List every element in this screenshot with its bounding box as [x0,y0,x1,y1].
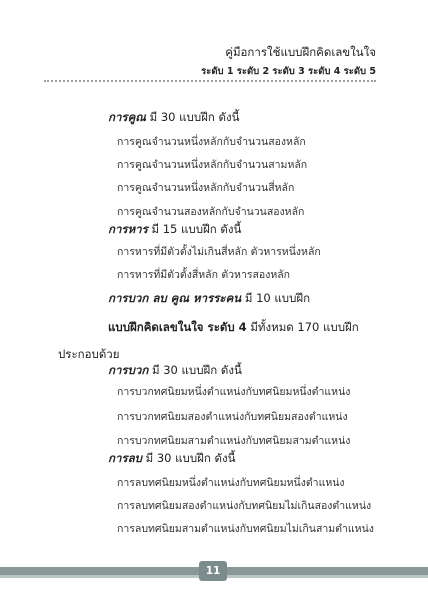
level4-total: มีทั้งหมด 170 แบบฝึก [250,320,359,334]
list-item: การบวกทศนิยมสามตำแหน่งกับทศนิยมสามตำแหน่ง [117,435,351,447]
running-header-levels: ระดับ 1 ระดับ 2 ระดับ 3 ระดับ 4 ระดับ 5 [201,66,376,77]
add-heading: การบวก [108,363,149,377]
multiply-desc: มี 30 แบบฝึก ดังนี้ [149,110,240,124]
add-section-heading [108,362,242,380]
list-item: การหารที่มีตัวตั้งสี่หลัก ตัวหารสองหลัก [117,269,291,281]
list-item: การคูณจำนวนหนึ่งหลักกับจำนวนสามหลัก [117,159,308,171]
mixed-desc: มี 10 แบบฝึก [244,291,311,305]
divide-desc: มี 15 แบบฝึก ดังนี้ [151,222,242,236]
level4-consists: ประกอบด้วย [58,347,120,361]
list-item: การคูณจำนวนสองหลักกับจำนวนสองหลัก [117,206,305,218]
list-item: การบวกทศนิยมสองตำแหน่งกับทศนิยมสองตำแหน่ง [117,411,348,423]
divide-section-heading [108,221,241,239]
list-item: การหารที่มีตัวตั้งไม่เกินสี่หลัก ตัวหารหนึ่งหลัก [117,246,321,258]
list-item: การลบทศนิยมสามตำแหน่งกับทศนิยมไม่เกินสามตำแหน่ง [117,523,374,535]
list-item: การลบทศนิยมสองตำแหน่งกับทศนิยมไม่เกินสองตำแหน่ง [117,500,372,512]
multiply-heading: การคูณ [108,110,146,124]
subtract-desc: มี 30 แบบฝึก ดังนี้ [145,451,236,465]
list-item: การบวกทศนิยมหนึ่งตำแหน่งกับทศนิยมหนึ่งตำแหน่ง [117,386,351,398]
multiply-section-heading [108,109,239,127]
running-header-title: คู่มือการใช้แบบฝึกคิดเลขในใจ [225,45,376,59]
header-divider [44,80,376,82]
divide-heading: การหาร [108,222,148,236]
add-desc: มี 30 แบบฝึก ดังนี้ [151,363,242,377]
page-number: 11 [199,561,227,581]
mixed-section-heading [108,290,310,308]
list-item: การคูณจำนวนหนึ่งหลักกับจำนวนสี่หลัก [117,182,295,194]
list-item: การคูณจำนวนหนึ่งหลักกับจำนวนสองหลัก [117,136,306,148]
list-item: การลบทศนิยมหนึ่งตำแหน่งกับทศนิยมหนึ่งตำแหน่ง [117,477,345,489]
subtract-section-heading [108,450,235,468]
subtract-heading: การลบ [108,451,142,465]
level4-title: แบบฝึกคิดเลขในใจ ระดับ 4 [108,320,247,334]
level4-intro [108,319,359,337]
mixed-heading: การบวก ลบ คูณ หารระคน [108,291,242,305]
